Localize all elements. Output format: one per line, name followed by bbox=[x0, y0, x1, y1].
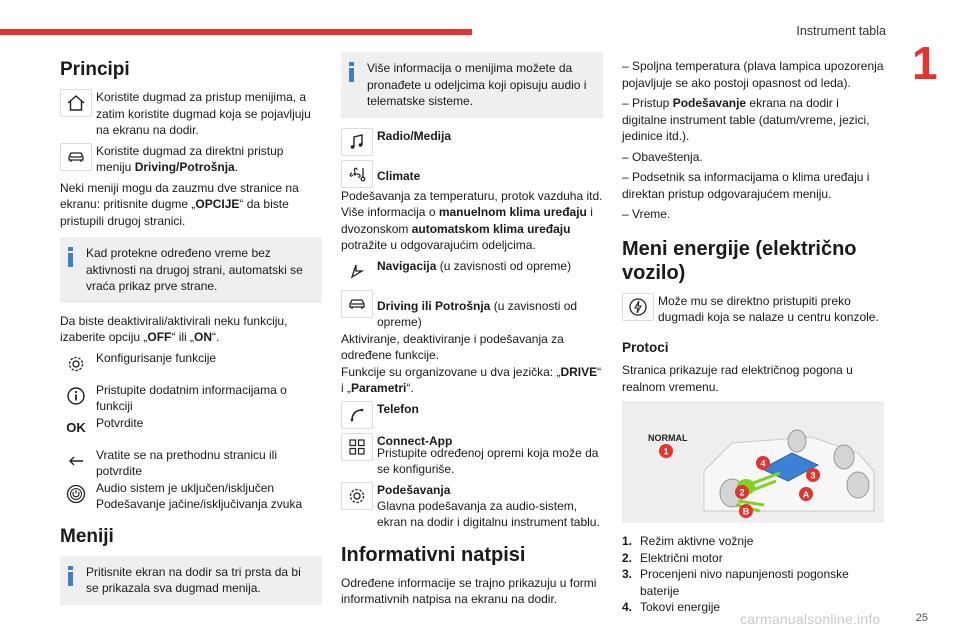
principi-heading: Principi bbox=[60, 59, 130, 80]
fan-icon bbox=[341, 160, 373, 188]
energy-button-row bbox=[622, 293, 884, 326]
bullet-climate-reminder: – Podsetnik sa informacijama o klima uređaju i direktan pristup odgovarajućem meniju. bbox=[622, 170, 870, 201]
info-icon bbox=[68, 247, 73, 267]
back-text: Vratite se na prethodnu stranicu ili potvrdite bbox=[96, 447, 277, 478]
back-arrow-icon bbox=[60, 447, 92, 475]
driving-desc-1: Aktiviranje, deaktiviranje i podešavanja za određene funkcije. bbox=[341, 331, 564, 362]
gear-icon bbox=[60, 350, 92, 378]
protoci-text: Stranica prikazuje rad električnog pogona u realnom vremenu. bbox=[622, 363, 853, 394]
connect-text: Pristupite određenoj opremi koja može da se konfiguriše. bbox=[377, 445, 599, 476]
home-icon bbox=[60, 89, 92, 117]
diagram-legend bbox=[622, 533, 884, 616]
driving-desc-2: Funkcije su organizovane u dva jezička: „DRIVE“ i „Parametri“. bbox=[341, 364, 602, 395]
navigation-row bbox=[341, 258, 603, 286]
svg-text:4: 4 bbox=[760, 458, 766, 469]
column-1 bbox=[60, 52, 322, 615]
legend-item: 4. Tokovi energije bbox=[622, 600, 721, 614]
toggle-text: Da biste deaktivirali/aktivirali neku funkciju, izaberite opciju „OFF“ ili „ON“. bbox=[60, 313, 288, 344]
meniji-heading: Meniji bbox=[60, 525, 114, 547]
radio-label: Radio/Medija bbox=[377, 128, 452, 143]
info-circle-icon bbox=[60, 382, 92, 410]
legend-item: 1. Režim aktivne vožnje bbox=[622, 534, 754, 548]
info-icon bbox=[68, 566, 73, 586]
bullet-temperature: – Spoljna temperatura (plava lampica upozorenja pojavljuje se ako postoji opasnost od leda). bbox=[622, 59, 884, 90]
phone-label: Telefon bbox=[377, 401, 419, 416]
info-icon-row bbox=[60, 382, 322, 415]
bullet-notifications: – Obaveštenja. bbox=[622, 149, 703, 164]
info-box-three-fingers bbox=[60, 556, 322, 605]
marker-b bbox=[739, 504, 753, 518]
info-box-timeout bbox=[60, 237, 322, 303]
info-box-menus bbox=[341, 52, 603, 118]
page-number: 25 bbox=[915, 611, 928, 624]
energy-button-text: Može mu se direktno pristupiti preko dugmadi koja se nalaze u centru konzole. bbox=[658, 293, 879, 324]
gear-text: Konfigurisanje funkcije bbox=[96, 350, 217, 365]
info-box-text: Više informacija o menijima možete da pronađete u odeljcima koji opisuju audio i telematske sisteme. bbox=[367, 61, 587, 108]
climate-text: Podešavanja za temperaturu, protok vazduha itd. bbox=[341, 188, 603, 203]
energy-flow-icon bbox=[622, 293, 654, 321]
car-icon bbox=[60, 143, 92, 171]
power-knob-icon bbox=[60, 480, 92, 508]
home-button-row bbox=[60, 89, 322, 139]
marker-a bbox=[799, 487, 813, 501]
phone-row bbox=[341, 401, 603, 429]
svg-text:2: 2 bbox=[739, 487, 745, 498]
bullet-settings-access: – Pristup Podešavanje ekrana na dodir i digitalne instrument table (datum/vreme, jezici, jedinice itd.). bbox=[622, 96, 870, 143]
energy-flow-diagram bbox=[622, 401, 884, 523]
climate-more-text: Više informacija o manuelnom klima uređaju i dvozonskom automatskom klima uređaju potražite u odgovarajućim odeljcima. bbox=[341, 205, 593, 252]
ok-row bbox=[60, 415, 322, 443]
svg-text:1: 1 bbox=[663, 446, 669, 457]
ok-text: Potvrdite bbox=[96, 415, 144, 430]
info-icon-text: Pristupite dodatnim informacijama o funkciji bbox=[96, 382, 287, 413]
column-3 bbox=[622, 58, 884, 616]
drive-mode-label: NORMAL bbox=[648, 433, 688, 443]
driving-row bbox=[341, 290, 603, 331]
svg-text:3: 3 bbox=[810, 470, 816, 481]
legend-item: 3. Procenjeni nivo napunjenosti pogonske baterije bbox=[622, 567, 849, 598]
energy-flow-illustration bbox=[622, 401, 884, 523]
gear-icon bbox=[341, 482, 373, 510]
energy-menu-heading: Meni energije (električno vozilo) bbox=[622, 237, 857, 284]
apps-grid-icon bbox=[341, 433, 373, 461]
marker-1 bbox=[659, 444, 673, 458]
ok-label: OK bbox=[60, 415, 92, 443]
svg-text:B: B bbox=[742, 506, 750, 517]
back-row bbox=[60, 447, 322, 480]
header-accent-bar bbox=[0, 29, 472, 35]
informativni-heading: Informativni natpisi bbox=[341, 543, 526, 566]
climate-label: Climate bbox=[377, 168, 421, 183]
two-pages-text: Neki meniji mogu da zauzmu dve stranice na ekranu: pritisnite dugme „OPCIJE“ da biste pristupili drugoj stranici. bbox=[60, 180, 299, 228]
svg-text:A: A bbox=[802, 489, 810, 500]
climate-row bbox=[341, 160, 603, 188]
watermark: carmanualsonline.info bbox=[740, 611, 881, 627]
chapter-number: 1 bbox=[912, 37, 938, 89]
info-box-text: Kad protekne određeno vreme bez aktivnosti na drugoj strani, automatski se vraća prikaz prve strane. bbox=[86, 246, 303, 293]
power-text-1: Audio sistem je uključen/isključen bbox=[96, 480, 275, 495]
column-2 bbox=[341, 52, 603, 608]
car-button-text: Koristite dugmad za direktni pristup meniju Driving/Potrošnja. bbox=[96, 143, 284, 174]
navigation-text: Navigacija (u zavisnosti od opreme) bbox=[377, 258, 572, 273]
connect-label: Connect-App bbox=[377, 433, 453, 448]
legend-item: 2. Električni motor bbox=[622, 550, 723, 565]
settings-text: Glavna podešavanja za audio-sistem, ekran na dodir i digitalnu instrument tablu. bbox=[377, 498, 600, 529]
music-note-icon bbox=[341, 128, 373, 156]
driving-text: Driving ili Potrošnja (u zavisnosti od opreme) bbox=[377, 298, 578, 329]
bullet-time: – Vreme. bbox=[622, 207, 671, 221]
car-icon bbox=[341, 290, 373, 318]
phone-icon bbox=[341, 401, 373, 429]
power-text-2: Podešavanje jačine/isključivanja zvuka bbox=[96, 497, 303, 511]
car-button-row bbox=[60, 143, 322, 176]
protoci-heading: Protoci bbox=[622, 339, 669, 355]
marker-3 bbox=[806, 468, 820, 482]
informativni-text: Određene informacije se trajno prikazuju u formi informativnih natpisa na ekranu na dodir. bbox=[341, 575, 597, 606]
settings-label: Podešavanja bbox=[377, 482, 451, 497]
home-button-text: Koristite dugmad za pristup menijima, a zatim koristite dugmad koja se pojavljuju na ekranu na dodir. bbox=[96, 90, 311, 137]
power-row bbox=[60, 480, 322, 513]
info-box-text: Pritisnite ekran na dodir sa tri prsta da bi se prikazala sva dugmad menija. bbox=[86, 564, 301, 595]
gear-row bbox=[60, 350, 322, 378]
marker-2 bbox=[735, 485, 749, 499]
section-title: Instrument tabla bbox=[796, 24, 886, 38]
marker-4 bbox=[756, 456, 770, 470]
navigation-arrow-icon bbox=[341, 258, 373, 286]
radio-row bbox=[341, 128, 603, 156]
info-icon bbox=[349, 62, 354, 82]
